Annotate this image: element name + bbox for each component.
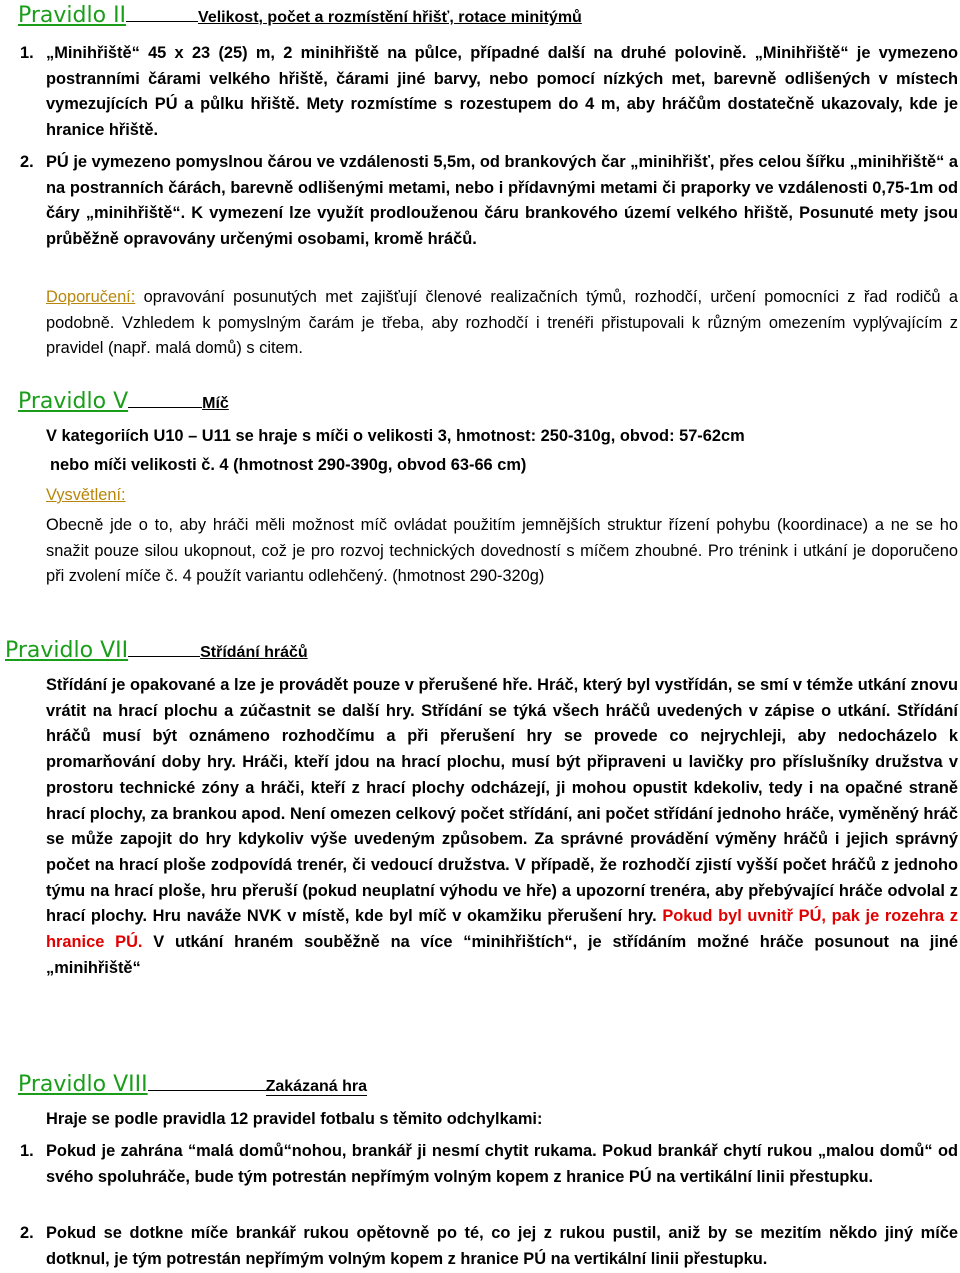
- rule-2-subtitle: Velikost, počet a rozmístění hřišť, rotace minitýmů: [198, 9, 582, 26]
- rule-7-heading: Pravidlo VII: [5, 638, 129, 663]
- rule-2-item-2-text: PÚ je vymezeno pomyslnou čárou ve vzdálenosti 5,5m, od brankových čar „minihřišť, přes celou šířku „minihřiště“ a na postranních čárách, barevně odlišenými metami, nebo i přídavnými metami či praporky ve vzdálenosti 0,75-1m od čáry „minihřiště“. K vymezení lze využít prodlouženou čáru brankového území velkého hřiště, Posunuté mety jsou průběžně opravovány určenými osobami, kromě hráčů.: [46, 153, 958, 249]
- rule-7-main-text: Střídání je opakované a lze je provádět pouze v přerušené hře. Hráč, který byl vystřídán, se smí v témže utkání znovu vrátit na hrací plochu a zúčastnit se další hry. Střídání se týká všech hráčů uvedených v zápise o utkání. Střídání hráčů musí být oznámeno rozhodčímu a při přerušení hry se provede co nejrychleji, aby nedocházelo k promarňování doby hry. Hráči, kteří jdou na hrací plochu, musí být připraveni u lavičky pro příslušníky družstva v prostoru technické zóny a hráči, kteří z hrací plochy odcházejí, ji mohou opustit kdekoliv, tedy i na opačné straně hrací plochy, za brankou apod. Není omezen celkový počet střídání, ani počet střídání jednoho hráče, vyměněný hráč se může zapojit do hry kdykoliv výše uvedeným způsobem. Za správné provádění výměny hráčů i jejich správný počet na hrací ploše zodpovídá trenér, či vedoucí družstva. V případě, že rozhodčí zjistí vyšší počet hráčů z jednoho týmu na hrací ploše, hru přeruší (pokud neuplatní výhodu ve hře) a upozorní trenéra, aby přebývající hráče odvolal z hrací plochy. Hru naváže NVK v místě, kde byl míč v okamžiku přerušení hry.: [46, 676, 958, 926]
- rule-5-heading: Pravidlo V: [18, 389, 129, 414]
- recommendation-text: opravování posunutých met zajišťují členové realizačních týmů, rozhodčí, určení pomocníci z řad rodičů a podobně. Vzhledem k pomyslným čarám je třeba, aby rozhodčí i trenéři přistupovali k různým omezením vyplývajícím z pravidel (např. malá domů) s citem.: [46, 288, 958, 358]
- rule-7-heading-row: [5, 638, 308, 663]
- heading-underline-gap: [148, 1072, 266, 1091]
- rule-8-subtitle: Zakázaná hra: [265, 1078, 367, 1095]
- rule-8-item-2-number: 2.: [20, 1224, 34, 1242]
- recommendation-label: Doporučení:: [46, 288, 136, 306]
- rule-2-recommendation: [46, 285, 958, 362]
- rule-5-line-2: nebo míči velikosti č. 4 (hmotnost 290-390g, obvod 63-66 cm): [50, 456, 527, 474]
- rule-5-heading-row: [18, 389, 229, 414]
- rule-8-intro: Hraje se podle pravidla 12 pravidel fotbalu s těmito odchylkami:: [46, 1110, 543, 1128]
- explanation-label: Vysvětlení:: [46, 486, 126, 504]
- rule-8-heading: Pravidlo VIII: [18, 1072, 148, 1097]
- rule-8-item-1-number: 1.: [20, 1142, 34, 1160]
- rule-8-heading-row: [18, 1072, 367, 1097]
- rule-8-item-2-text: Pokud se dotkne míče brankář rukou opětovně po té, co jej z rukou pustil, aniž by se mezitím někdo jiný míče dotknul, je tým potrestán nepřímým volným kopem z hranice PÚ na vertikální linii přestupku.: [46, 1224, 958, 1268]
- rule-8-item-1-text: Pokud je zahrána “malá domů“nohou, brankář ji nesmí chytit rukama. Pokud brankář chytí rukou „malou domů“ od svého spoluhráče, bude tým potrestán nepřímým volným kopem z hranice PÚ na vertikální linii přestupku.: [46, 1142, 958, 1186]
- rule-2-heading-row: [18, 3, 582, 28]
- rule-7-subtitle: Střídání hráčů: [200, 644, 308, 661]
- rule-2-item-1-number: 1.: [20, 44, 34, 62]
- rule-5-explain-label-row: [46, 483, 958, 509]
- rule-2-item-2-number: 2.: [20, 153, 34, 171]
- rule-2-heading: Pravidlo II: [18, 3, 127, 28]
- heading-underline-gap: [126, 3, 198, 22]
- rule-7-highlight: Pokud byl uvnitř PÚ, pak je rozehra z hranice PÚ.: [46, 907, 958, 952]
- rule-2-item-1-text: „Minihřiště“ 45 x 23 (25) m, 2 minihřiště na půlce, případné další na druhé polovině. „Minihřiště“ je vymezeno postranními čárami velkého hřiště, čárami jiné barvy, nebo pomocí nízkých met, barevně odlišených v místech vymezujících PÚ a půlku hřiště. Mety rozmístíme s rozestupem do 4 m, aby hráčům dostatečně ukazovaly, kde je hranice hřiště.: [46, 44, 958, 140]
- rule-7-tail-text: V utkání hraném souběžně na více “minihřištích“, je střídáním možné hráče posunout na jiné „minihřiště“: [46, 933, 959, 977]
- rule-5-explanation: Obecně jde o to, aby hráči měli možnost míč ovládat použitím jemnějších struktur řízení pohybu (koordinace) a ne se ho snažit pouze silou ukopnout, což je pro rozvoj technických dovedností s míčem zhoubné. Pro trénink i utkání je doporučeno při zvolení míče č. 4 použít variantu odlehčený. (hmotnost 290-320g): [46, 516, 958, 586]
- rule-5-line-1: V kategoriích U10 – U11 se hraje s míči o velikosti 3, hmotnost: 250-310g, obvod: 57-62cm: [46, 427, 745, 445]
- rule-5-subtitle: Míč: [202, 395, 229, 412]
- heading-underline-gap: [128, 389, 202, 408]
- heading-underline-gap: [128, 638, 200, 657]
- rule-7-text: [46, 673, 958, 981]
